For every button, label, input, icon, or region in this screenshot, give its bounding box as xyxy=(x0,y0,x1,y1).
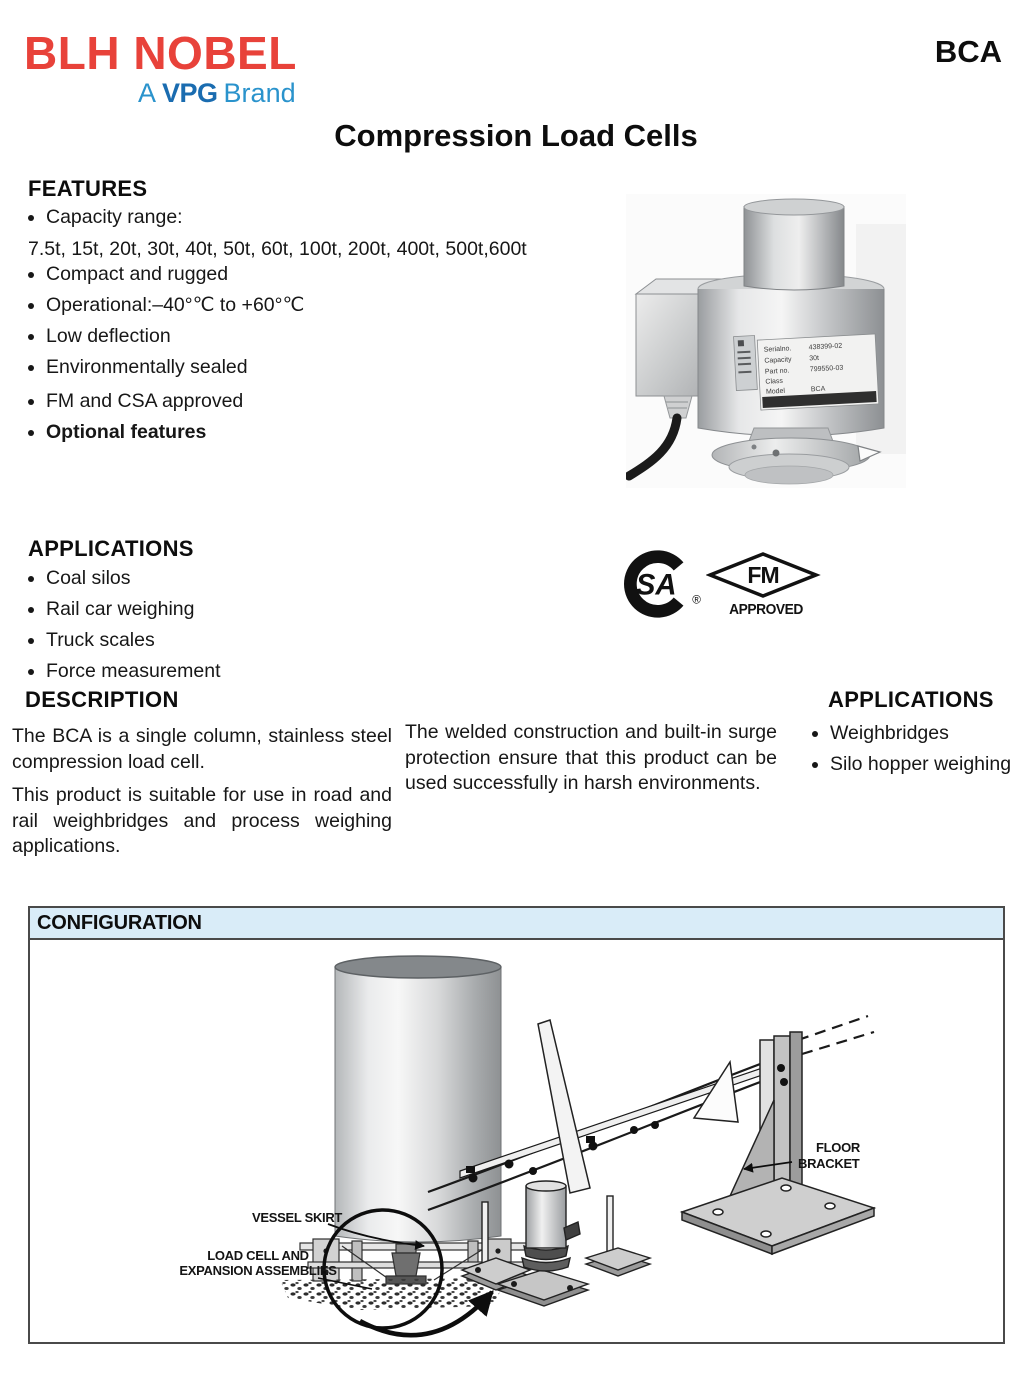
label-field-name: Capacity xyxy=(764,356,792,365)
label-field-value: 438399-02 xyxy=(808,342,843,352)
application-item: • Truck scales xyxy=(46,628,428,653)
product-data-label xyxy=(757,334,879,410)
load-cell-photo-illustration xyxy=(626,194,906,488)
ce-sticker xyxy=(734,336,758,391)
feature-item: • FM and CSA approved xyxy=(46,389,588,414)
applications-right-heading: APPLICATIONS xyxy=(828,687,994,712)
feature-item: • Environmentally sealed xyxy=(46,355,588,380)
feature-item: • Capacity range: xyxy=(46,205,588,230)
application-item: • Silo hopper weighing xyxy=(830,752,1022,777)
application-item: • Coal silos xyxy=(46,566,428,591)
vessel-cylinder xyxy=(335,956,501,1242)
floor-bracket-label-line2: BRACKET xyxy=(798,1156,860,1171)
configuration-diagram xyxy=(30,940,1003,1340)
load-cell-label-line1: LOAD CELL AND xyxy=(207,1248,309,1263)
brand-tagline xyxy=(138,78,296,109)
fm-approved-text: APPROVED xyxy=(729,601,803,618)
label-field-name: Part no. xyxy=(764,367,790,376)
label-field-name: Model xyxy=(765,387,786,396)
feature-item: • Operational:–40°℃ to +60°℃ xyxy=(46,293,588,318)
application-item: • Force measurement xyxy=(46,659,428,684)
applications-right-list xyxy=(812,721,1022,783)
description-paragraph: The welded construction and built-in surge protection ensure that this product can be used successfully in harsh environments. xyxy=(405,721,777,794)
applications-list xyxy=(28,566,428,690)
label-field-name: Class xyxy=(765,377,784,386)
feature-item: • Compact and rugged xyxy=(46,262,588,287)
feature-item: • Low deflection xyxy=(46,324,588,349)
description-paragraph: The BCA is a single column, stainless steel compression load cell. xyxy=(12,725,392,773)
load-cell-label-line2: EXPANSION ASSEMBLIES xyxy=(179,1263,337,1278)
page-title: Compression Load Cells xyxy=(334,118,698,153)
gusset-brace xyxy=(538,1020,590,1193)
csa-logo xyxy=(622,546,702,622)
load-cell-top-cap xyxy=(744,199,844,290)
fm-letters: FM xyxy=(747,562,779,588)
configuration-header xyxy=(30,908,1003,940)
configuration-section xyxy=(28,906,1005,1344)
brand-logo: BLH NOBEL xyxy=(24,27,297,79)
description-column-1 xyxy=(12,724,392,868)
support-post-right xyxy=(586,1196,650,1276)
fm-approved-logo xyxy=(706,552,821,618)
vessel-skirt-label: VESSEL SKIRT xyxy=(252,1210,343,1225)
registered-mark: ® xyxy=(692,593,701,607)
description-column-2 xyxy=(405,720,777,797)
tagline-a: A xyxy=(138,78,157,108)
tagline-brand: Brand xyxy=(223,78,296,108)
label-field-value: 30t xyxy=(809,354,820,363)
description-heading: DESCRIPTION xyxy=(25,687,179,712)
model-code: BCA xyxy=(934,34,1002,69)
application-item: • Rail car weighing xyxy=(46,597,428,622)
tagline-vpg: VPG xyxy=(162,78,218,108)
feature-capacity-values: 7.5t, 15t, 20t, 30t, 40t, 50t, 60t, 100t, 200t, 400t, 500t,600t xyxy=(28,238,527,260)
features-heading: FEATURES xyxy=(28,176,148,201)
label-field-name: Serialno. xyxy=(763,345,792,354)
ground-gravel xyxy=(280,1278,508,1310)
label-field-value: 799550-03 xyxy=(809,364,844,374)
configuration-heading: CONFIGURATION xyxy=(37,911,202,934)
label-field-value: BCA xyxy=(810,385,826,394)
description-paragraph: This product is suitable for use in road and rail weighbridges and process weighing applications. xyxy=(12,784,392,857)
csa-letters: SA xyxy=(635,569,677,602)
applications-heading: APPLICATIONS xyxy=(28,536,194,561)
product-photo xyxy=(626,194,906,488)
features-list xyxy=(28,205,588,451)
application-item: • Weighbridges xyxy=(830,721,1022,746)
feature-item-optional: • Optional features xyxy=(46,420,588,445)
floor-bracket-label-line1: FLOOR xyxy=(816,1140,860,1155)
